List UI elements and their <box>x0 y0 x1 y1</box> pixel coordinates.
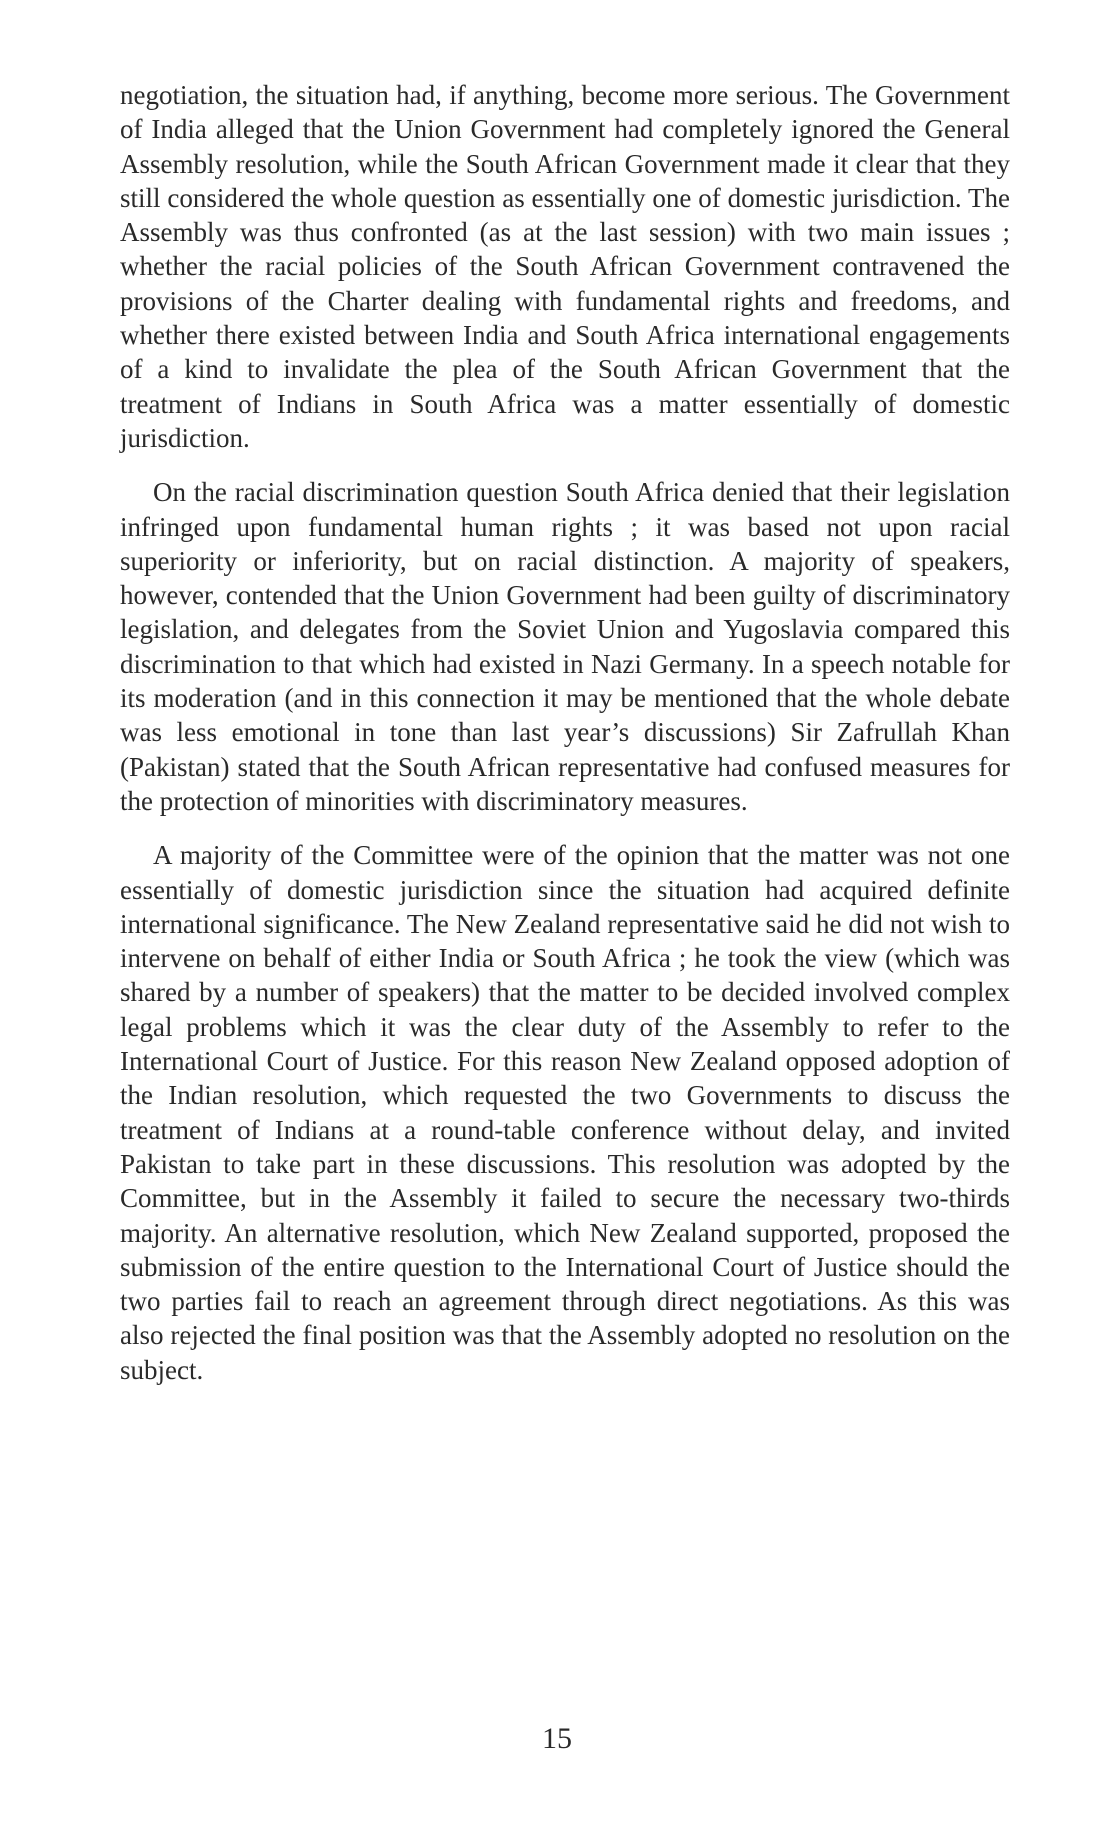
page-number: 15 <box>542 1722 572 1755</box>
paragraph-continuation: negotiation, the situation had, if anything, become more serious. The Government of India alleged that the Union Government had completely ignored the General Assembly resolution, while the South African Government made it clear that they still considered the whole question as essentially one of domestic jurisdiction. The Assembly was thus confronted (as at the last session) with two main issues ; whether the racial policies of the South African Government contravened the provisions of the Charter dealing with fundamental rights and freedoms, and whether there existed between India and South Africa international engagements of a kind to invalidate the plea of the South African Government that the treatment of Indians in South Africa was a matter essentially of domestic jurisdiction. <box>120 80 1010 453</box>
paragraph-racial-discrimination: On the racial discrimination question South Africa denied that their legislation infringed upon fundamental human rights ; it was based not upon racial superiority or inferiority, but on racial distinction. A majority of speakers, however, contended that the Union Government had been guilty of discriminatory legislation, and delegates from the Soviet Union and Yugoslavia compared this discrimination to that which had existed in Nazi Germany. In a speech notable for its moderation (and in this connection it may be mentioned that the whole debate was less emotional in tone than last year’s discussions) Sir Zafrullah Khan (Pakistan) stated that the South African representative had confused measures for the protection of minorities with discriminatory measures. <box>120 477 1010 816</box>
paragraph-committee-opinion: A majority of the Committee were of the opinion that the matter was not one essentially of domestic jurisdiction since the situation had acquired definite international significance. The New Zealand representative said he did not wish to intervene on behalf of either India or South Africa ; he took the view (which was shared by a number of speakers) that the matter to be decided involved complex legal problems which it was the clear duty of the Assembly to refer to the International Court of Justice. For this reason New Zealand opposed adoption of the Indian resolution, which requested the two Governments to discuss the treatment of Indians at a round-table conference without delay, and invited Pakistan to take part in these discussions. This resolution was adopted by the Committee, but in the Assembly it failed to secure the necessary two-thirds majority. An alternative resolution, which New Zealand supported, proposed the submission of the entire question to the International Court of Justice should the two parties fail to reach an agreement through direct negotiations. As this was also rejected the final position was that the Assembly adopted no resolution on the subject. <box>120 840 1010 1385</box>
page-body <box>120 78 1010 1387</box>
